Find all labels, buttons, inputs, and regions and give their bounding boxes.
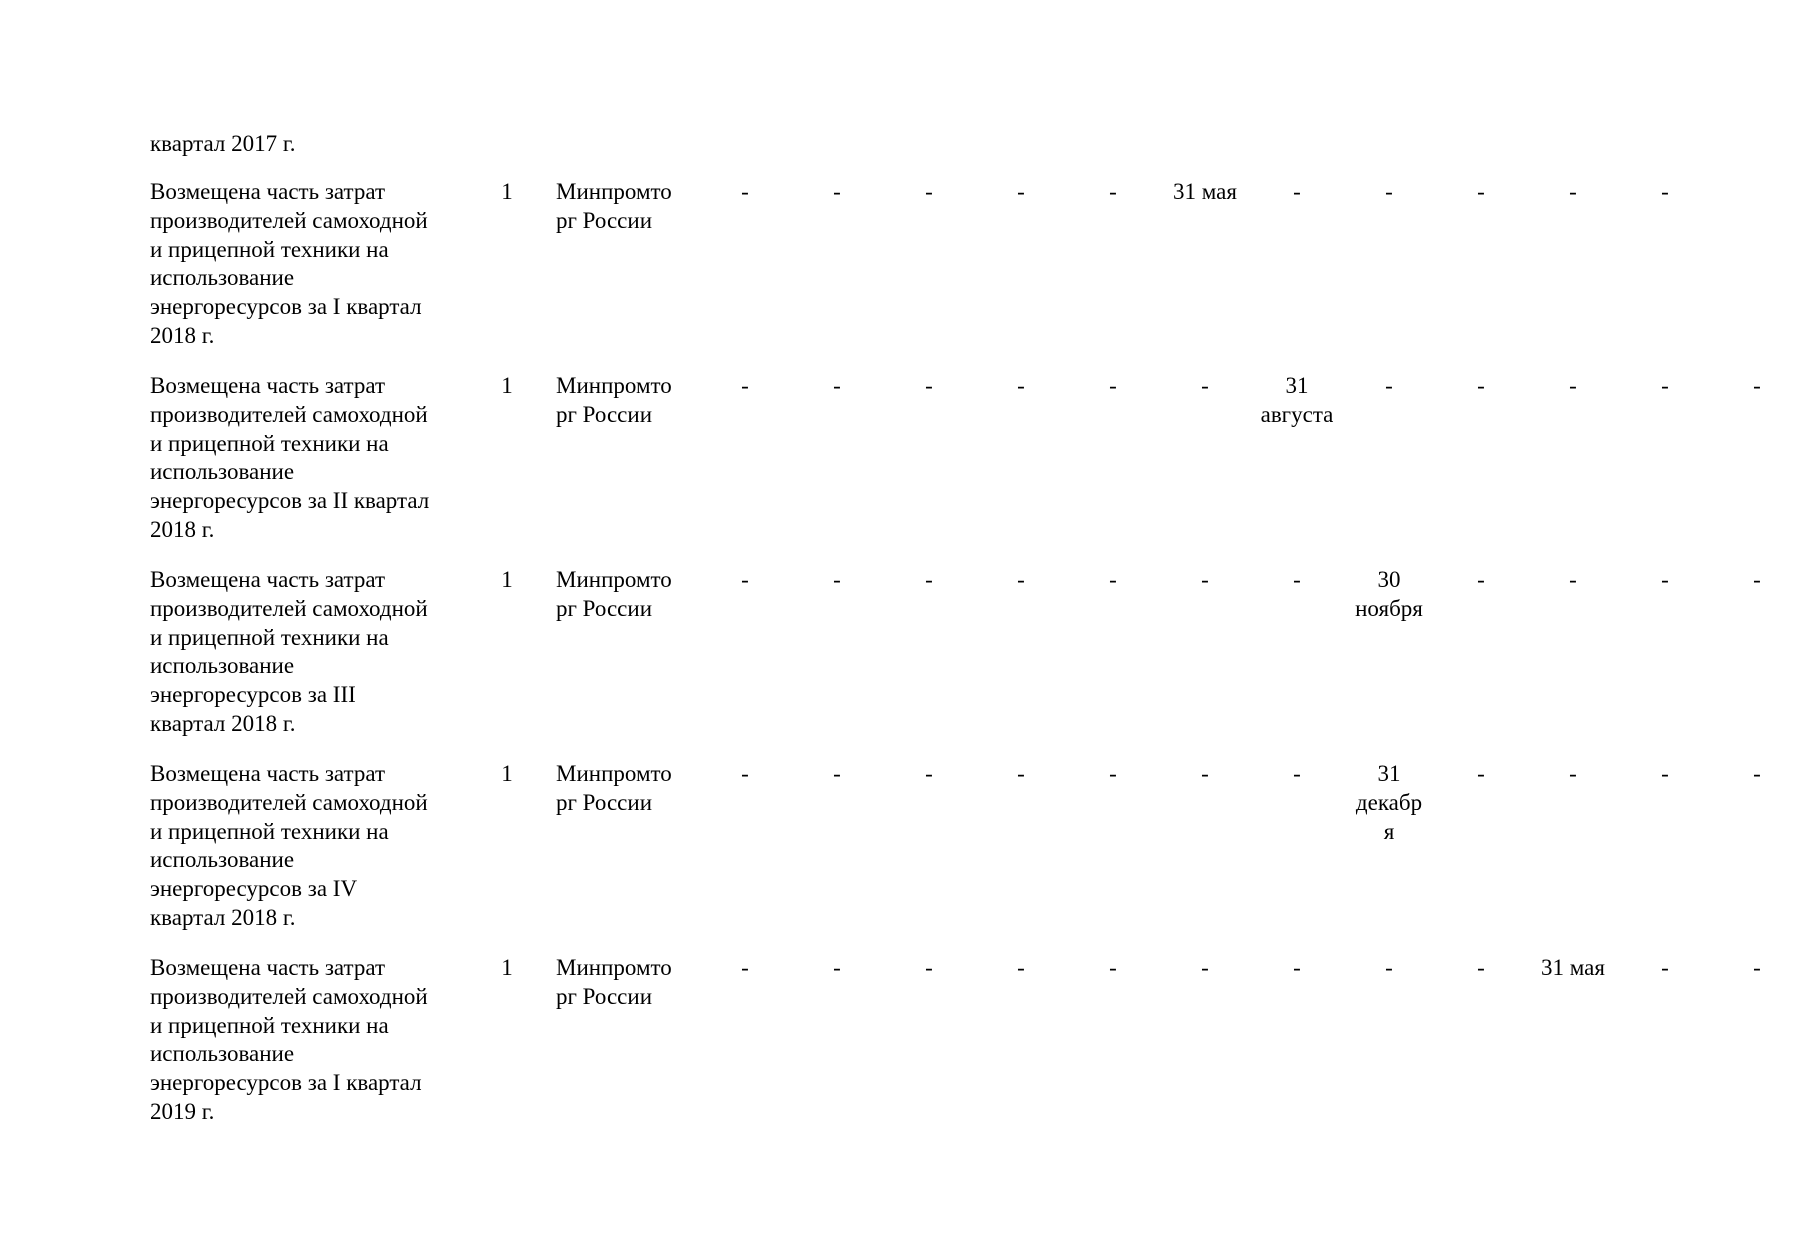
row-number: 1 [501, 179, 513, 204]
row-quarter-cell: - [1201, 373, 1209, 398]
row-quarter-cell: 31 августа [1260, 373, 1334, 427]
row-quarter-cell: - [741, 567, 749, 592]
row-quarter-cell: - [1661, 955, 1669, 980]
row-quarter-cell: - [1109, 373, 1117, 398]
row-responsible: Минпромто рг России [556, 955, 672, 1009]
row-quarter-cell: - [833, 955, 841, 980]
row-quarter-cell: - [741, 761, 749, 786]
row-quarter-cell: - [1385, 373, 1393, 398]
row-quarter-cell: - [1293, 761, 1301, 786]
row-quarter-cell: - [1477, 955, 1485, 980]
row-quarter-cell: - [925, 955, 933, 980]
row-quarter-cell: - [925, 179, 933, 204]
row-quarter-cell: - [741, 179, 749, 204]
row-quarter-cell: - [741, 955, 749, 980]
row-quarter-cell: - [1753, 761, 1761, 786]
row-quarter-cell: - [1017, 761, 1025, 786]
row-quarter-cell: - [1201, 955, 1209, 980]
row-responsible: Минпромто рг России [556, 373, 672, 427]
row-quarter-cell: - [1017, 373, 1025, 398]
row-quarter-cell: - [1477, 761, 1485, 786]
row-quarter-cell: - [1569, 179, 1577, 204]
row-quarter-cell: - [833, 373, 841, 398]
row-responsible: Минпромто рг России [556, 567, 672, 621]
row-quarter-cell: - [833, 567, 841, 592]
row-quarter-cell: - [1477, 179, 1485, 204]
row-responsible: Минпромто рг России [556, 761, 672, 815]
continuation-text: квартал 2017 г. [150, 131, 296, 156]
row-quarter-cell: - [1661, 179, 1669, 204]
table-row [0, 954, 1761, 1148]
row-quarter-cell: - [925, 761, 933, 786]
row-quarter-cell: - [1477, 373, 1485, 398]
row-number: 1 [501, 567, 513, 592]
row-quarter-cell: - [1753, 567, 1761, 592]
row-description: Возмещена часть затрат производителей самоходной и прицепной техники на использование энергоресурсов за I квартал 2018 г. [150, 179, 428, 348]
row-number: 1 [501, 761, 513, 786]
row-quarter-cell: - [1661, 761, 1669, 786]
row-quarter-cell: - [833, 179, 841, 204]
table-row [0, 760, 1761, 954]
table-row [0, 566, 1761, 760]
row-quarter-cell: - [1201, 567, 1209, 592]
row-quarter-cell: - [925, 373, 933, 398]
row-quarter-cell: - [1661, 373, 1669, 398]
row-responsible: Минпромто рг России [556, 179, 672, 233]
row-quarter-cell: - [833, 761, 841, 786]
row-description: Возмещена часть затрат производителей самоходной и прицепной техники на использование энергоресурсов за III квартал 2018 г. [150, 567, 428, 736]
row-quarter-cell: - [1293, 955, 1301, 980]
row-quarter-cell: - [1293, 179, 1301, 204]
row-quarter-cell: - [925, 567, 933, 592]
row-quarter-cell: - [1201, 761, 1209, 786]
row-quarter-cell: - [1661, 567, 1669, 592]
row-quarter-cell: - [1109, 567, 1117, 592]
row-quarter-cell: - [1109, 179, 1117, 204]
row-quarter-cell: - [1753, 373, 1761, 398]
row-quarter-cell: - [741, 373, 749, 398]
row-quarter-cell: - [1109, 955, 1117, 980]
row-quarter-cell: - [1109, 761, 1117, 786]
row-quarter-cell: - [1569, 373, 1577, 398]
row-quarter-cell: - [1569, 567, 1577, 592]
row-quarter-cell: 30 ноября [1355, 567, 1423, 621]
row-quarter-cell: 31 мая [1541, 955, 1605, 980]
row-quarter-cell: - [1569, 761, 1577, 786]
row-description: Возмещена часть затрат производителей самоходной и прицепной техники на использование энергоресурсов за IV квартал 2018 г. [150, 761, 428, 930]
row-quarter-cell: - [1017, 955, 1025, 980]
table-row [0, 372, 1761, 566]
row-quarter-cell: - [1017, 567, 1025, 592]
row-quarter-cell: - [1753, 955, 1761, 980]
row-quarter-cell: - [1017, 179, 1025, 204]
row-quarter-cell: - [1293, 567, 1301, 592]
row-quarter-cell: - [1385, 179, 1393, 204]
row-quarter-cell: 31 мая [1173, 179, 1237, 204]
row-description: Возмещена часть затрат производителей самоходной и прицепной техники на использование энергоресурсов за II квартал 2018 г. [150, 373, 430, 542]
row-description: Возмещена часть затрат производителей самоходной и прицепной техники на использование энергоресурсов за I квартал 2019 г. [150, 955, 428, 1124]
row-quarter-cell: - [1385, 955, 1393, 980]
row-quarter-cell: - [1477, 567, 1485, 592]
row-quarter-cell: 31 декабр я [1355, 761, 1423, 844]
row-number: 1 [501, 373, 513, 398]
table-row [0, 178, 1754, 372]
row-number: 1 [501, 955, 513, 980]
